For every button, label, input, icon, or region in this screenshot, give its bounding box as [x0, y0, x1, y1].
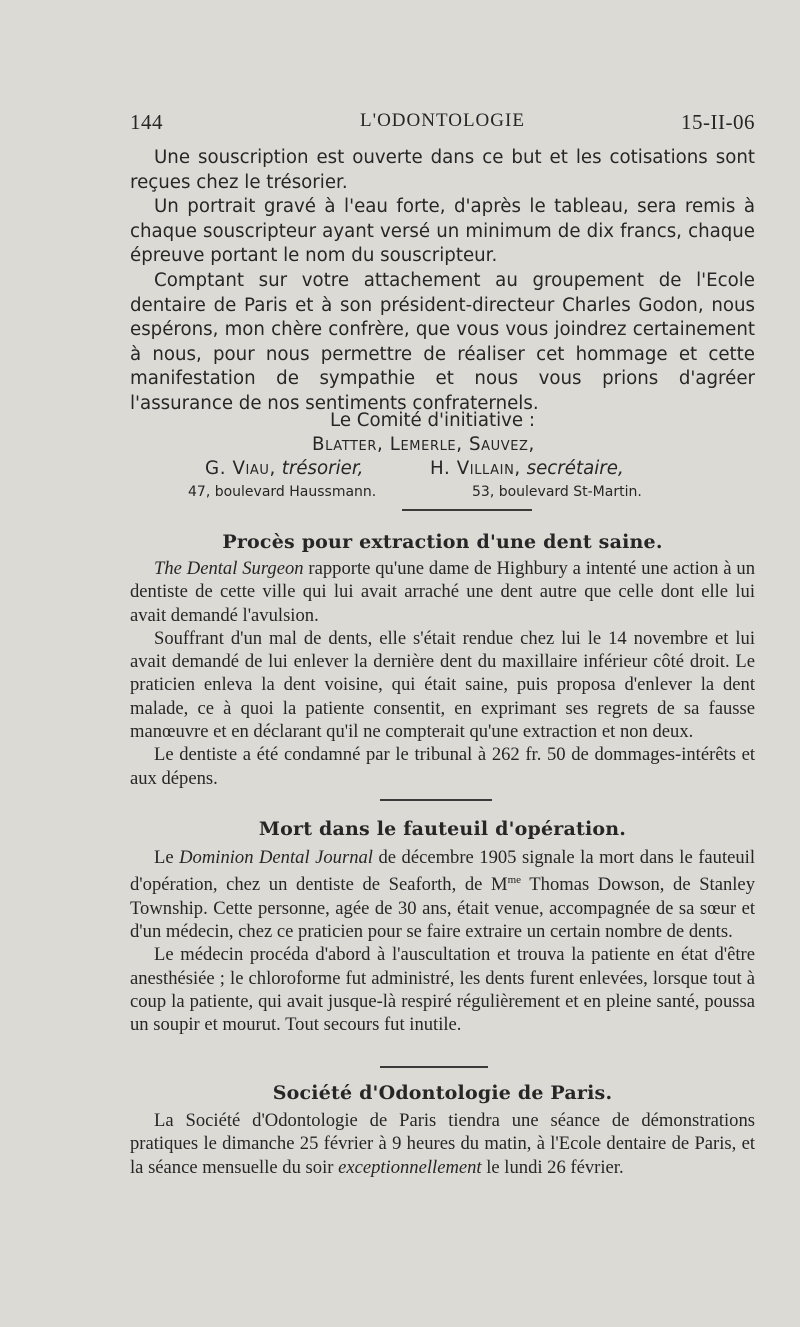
- secretary-line: [430, 458, 624, 479]
- separator-rule: [380, 799, 492, 801]
- page-header: [130, 110, 755, 140]
- article-paragraph: Le Dominion Dental Journal de décembre 1905 signale la mort dans le fauteuil d'opération, chez un dentiste de Seaforth, de $M^{me}$ Thomas Dowson, de Stanley Township. Cette personne, agée de 30 ans, était venue, accompagnée de sa sœur et d'un médecin, chez ce praticien pour se faire extraire un certain nombre de dents.: [130, 847, 756, 943]
- article-paragraph: La Société d'Odontologie de Paris tiendra une séance de démonstrations pratiques le dimanche 25 février à 9 heures du matin, à l'Ecole dentaire de Paris, et la séance mensuelle du soir exceptionnellement le lundi 26 février.: [130, 1110, 755, 1178]
- intro-paragraph: Une souscription est ouverte dans ce but et les cotisations sont reçues chez le trésorier.: [130, 147, 755, 193]
- intro-paragraph: Un portrait gravé à l'eau forte, d'après le tableau, sera remis à chaque souscripteur ayant versé un minimum de dix francs, chaque épreuve portant le nom du souscripteur.: [130, 196, 755, 267]
- article-body: [130, 557, 755, 790]
- treasurer-line: [205, 458, 363, 479]
- separator-rule: [402, 509, 532, 511]
- treasurer-address: 47, boulevard Haussmann.: [188, 484, 377, 500]
- committee-members: Blatter, Lemerle, Sauvez,: [312, 434, 535, 455]
- article-paragraph: The Dental Surgeon rapporte qu'une dame de Highbury a intenté une action à un dentiste de cette ville qui lui avait arraché une dent autre que celle dont elle lui avait demandé l'avulsion.: [130, 558, 756, 626]
- journal-title: L'ODONTOLOGIE: [360, 110, 525, 131]
- intro-paragraph: Comptant sur votre attachement au groupement de l'Ecole dentaire de Paris et à son président-directeur Charles Godon, nous espérons, mon chère confrère, que vous vous joindrez certainement à nous, pour nous permettre de réaliser cet hommage et cette manifestation de sympathie et nous vous prions d'agréer l'assurance de nos sentiments confraternels.: [130, 269, 755, 414]
- secretary-address: 53, boulevard St-Martin.: [472, 484, 642, 500]
- source-title: The Dental Surgeon: [154, 558, 304, 579]
- committee-label: Le Comité d'initiative :: [330, 410, 536, 431]
- source-title: Dominion Dental Journal: [179, 847, 373, 868]
- article-paragraph: Le médecin procéda d'abord à l'auscultation et trouva la patiente en état d'être anesthésiée ; le chloroforme fut administré, les dents furent enlevées, lorsque tout à coup la patiente, qui avait jusque-là respiré régulièrement et en pleine santé, poussa un soupir et mourut. Tout secours fut inutile.: [130, 944, 755, 1036]
- separator-rule: [380, 1066, 488, 1068]
- article-body: [130, 1109, 755, 1179]
- article-heading: Société d'Odontologie de Paris.: [272, 1082, 613, 1104]
- treasurer-role: trésorier,: [281, 458, 364, 479]
- article-heading: Mort dans le fauteuil d'opération.: [258, 818, 627, 840]
- article-paragraph: Souffrant d'un mal de dents, elle s'était rendue chez lui le 14 novembre et lui avait demandé de lui enlever la dernière dent du maxillaire inférieur côté droit. Le praticien enleva la dent voisine, qui était saine, puis proposa d'enlever la dent malade, ce à quoi la patiente consentit, en exprimant ses regrets de sa fausse manœuvre et en déclarant qu'il ne compterait qu'une extraction et non deux.: [130, 627, 755, 743]
- article-paragraph: Le dentiste a été condamné par le tribunal à 262 fr. 50 de dommages-intérêts et aux dépens.: [130, 744, 755, 789]
- secretary-name: H. Villain,: [430, 458, 521, 479]
- intro-text: [130, 146, 755, 417]
- secretary-role: secrétaire,: [526, 458, 624, 479]
- page-number: 144: [130, 110, 163, 134]
- article-heading: Procès pour extraction d'une dent saine.: [222, 531, 663, 553]
- issue-date: 15-II-06: [681, 110, 755, 134]
- article-body: [130, 846, 755, 1037]
- treasurer-name: G. Viau,: [205, 458, 276, 479]
